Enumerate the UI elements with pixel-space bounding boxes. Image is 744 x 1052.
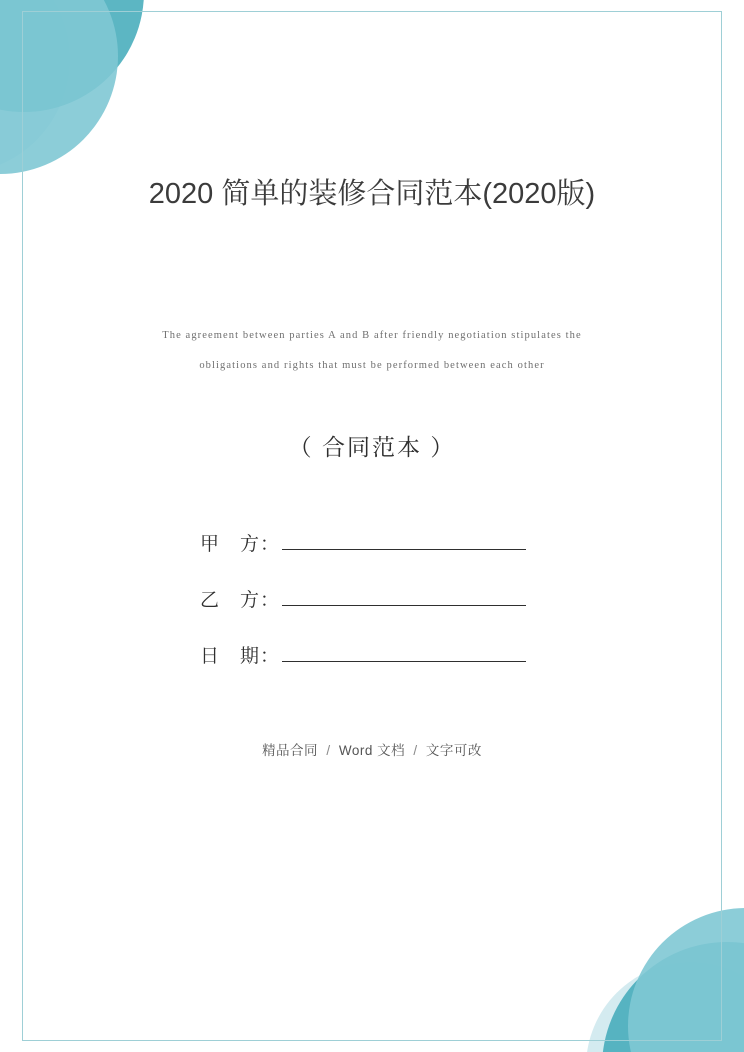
- footer-separator-2: /: [413, 743, 418, 758]
- footer-note: [142, 739, 602, 759]
- signature-fields: [200, 529, 600, 697]
- field-label-date: 日 期：: [200, 646, 281, 667]
- footer-part-2: Word 文档: [338, 743, 406, 758]
- document-title: 2020 简单的装修合同范本(2020版): [148, 178, 596, 210]
- field-input-party-b[interactable]: [282, 585, 526, 606]
- footer-separator-1: /: [326, 743, 331, 758]
- field-row-party-a: [200, 529, 600, 585]
- field-row-party-b: [200, 585, 600, 641]
- subtitle-line-1: The agreement between parties A and B after friendly negotiation stipulates the: [162, 330, 582, 341]
- document-content: [22, 11, 722, 1041]
- document-subtitle: [122, 321, 622, 381]
- field-label-party-b: 乙 方：: [200, 590, 281, 611]
- contract-template-label: （ 合同范本 ）: [288, 434, 456, 460]
- footer-part-3: 文字可改: [425, 743, 482, 758]
- field-input-party-a[interactable]: [282, 529, 526, 550]
- field-input-date[interactable]: [282, 641, 526, 662]
- subtitle-line-2: obligations and rights that must be performed between each other: [199, 360, 545, 371]
- field-row-date: [200, 641, 600, 697]
- footer-part-1: 精品合同: [262, 743, 319, 758]
- field-label-party-a: 甲 方：: [200, 534, 281, 555]
